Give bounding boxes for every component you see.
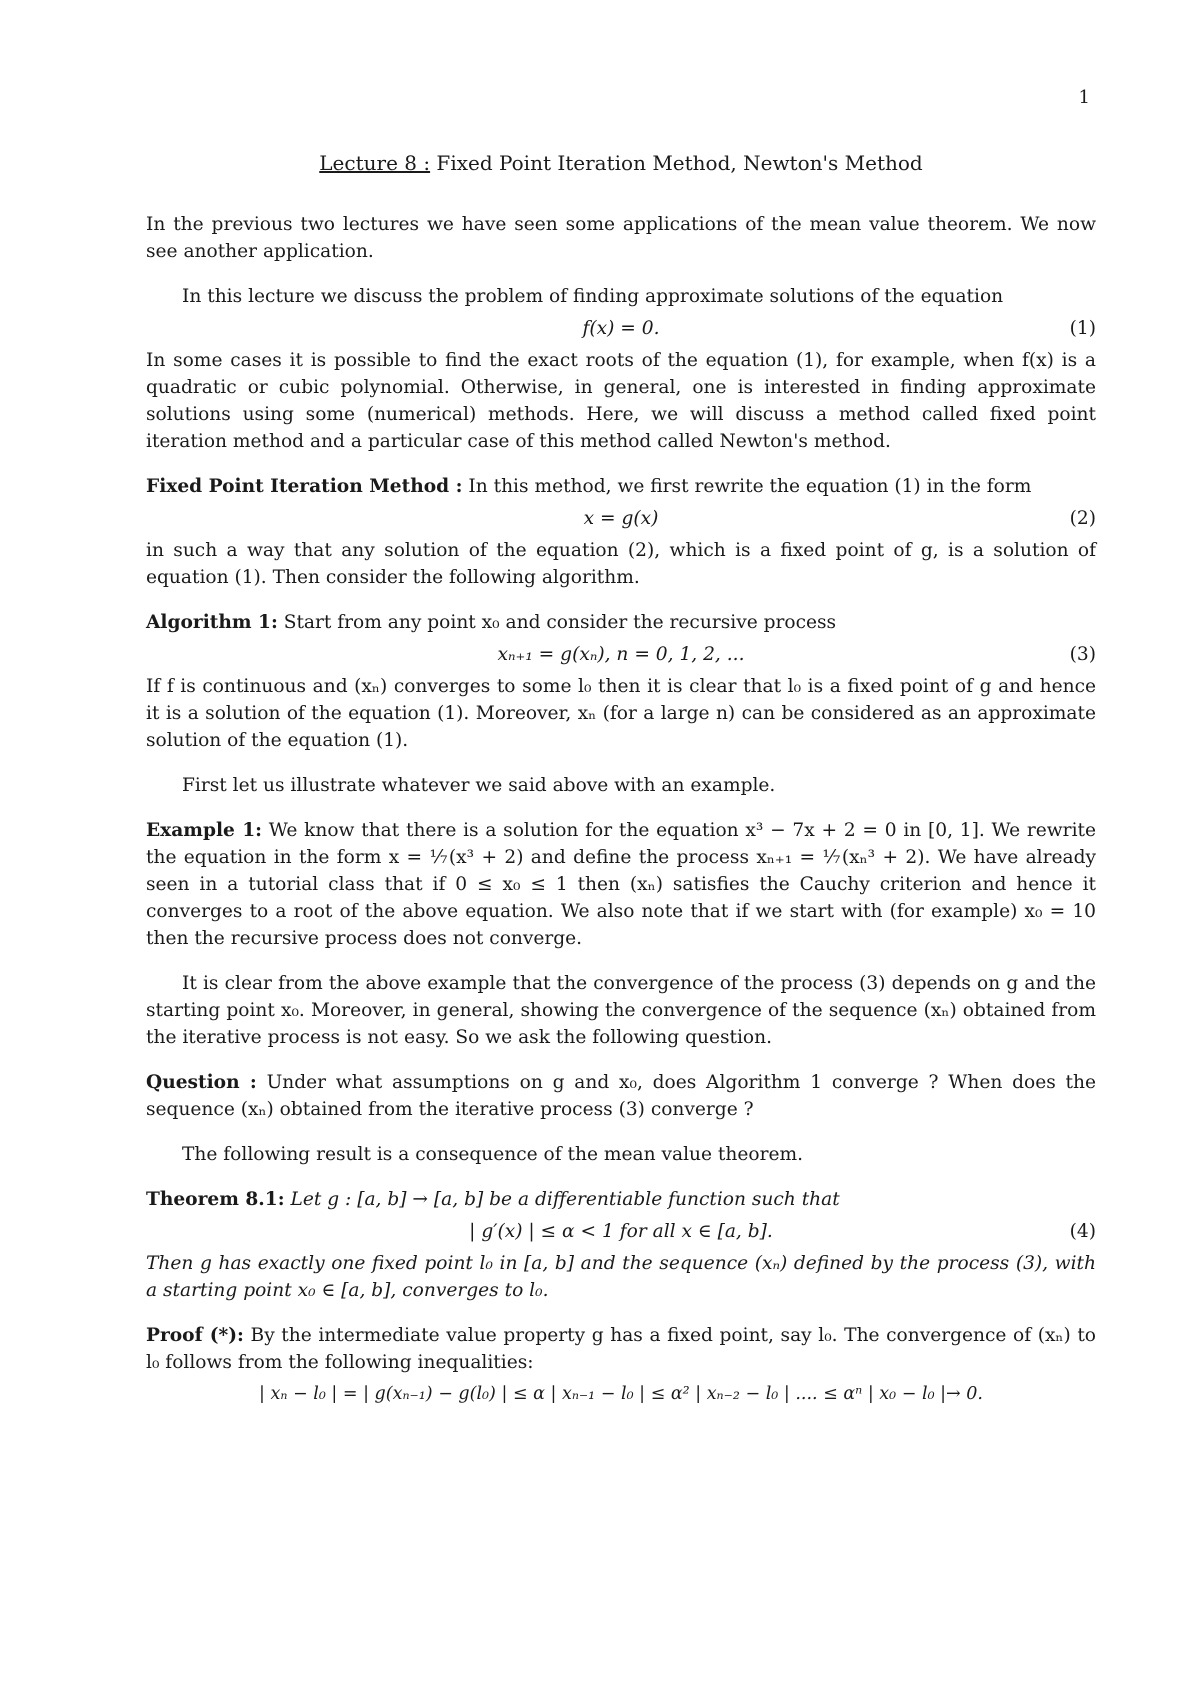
equation-5	[146, 1376, 1096, 1413]
fpi-text: In this method, we first rewrite the equation (1) in the form	[462, 476, 1032, 497]
theorem-text: Let g : [a, b] → [a, b] be a differentiable function such that	[284, 1189, 840, 1210]
theorem-label: Theorem 8.1:	[146, 1189, 285, 1210]
equation-1-text: f(x) = 0.	[582, 318, 660, 339]
equation-3	[146, 636, 1096, 673]
algorithm-paragraph	[146, 609, 1096, 636]
proof-paragraph	[146, 1322, 1096, 1376]
example-paragraph	[146, 817, 1096, 952]
example-label: Example 1:	[146, 820, 262, 841]
continuity-paragraph: If f is continuous and (xₙ) converges to some l₀ then it is clear that l₀ is a fixed point of g and hence it is a solution of the equation (1). Moreover, xₙ (for a large n) can be considered as an approximate solution of the equation (1).	[146, 676, 1096, 751]
equation-4	[146, 1213, 1096, 1250]
page-number: 1	[1078, 87, 1090, 108]
algorithm-label: Algorithm 1:	[146, 612, 278, 633]
equation-2	[146, 500, 1096, 537]
fpi-label: Fixed Point Iteration Method :	[146, 476, 463, 497]
title-lecture: Lecture 8 :	[319, 151, 431, 175]
consequence-paragraph: The following result is a consequence of the mean value theorem.	[182, 1144, 804, 1165]
question-paragraph	[146, 1069, 1096, 1123]
lecture-content	[146, 150, 1096, 1413]
equation-4-number: (4)	[1069, 1221, 1096, 1242]
proof-label: Proof (*):	[146, 1325, 244, 1346]
algorithm-text: Start from any point x₀ and consider the recursive process	[277, 612, 837, 633]
cases-paragraph: In some cases it is possible to find the exact roots of the equation (1), for example, when f(x) is a quadratic or cubic polynomial. Otherwise, in general, one is interested in finding approximate solutions using some (numerical) methods. Here, we will discuss a method called fixed point iteration method and a particular case of this method called Newton's method.	[146, 350, 1096, 452]
equation-2-number: (2)	[1069, 508, 1096, 529]
example-text: We know that there is a solution for the equation x³ − 7x + 2 = 0 in [0, 1]. We rewrite the equation in the form x = ⅐(x³ + 2) and define the process xₙ₊₁ = ⅐(xₙ³ + 2). We have already seen in a tutorial class that if 0 ≤ x₀ ≤ 1 then (xₙ) satisfies the Cauchy criterion and hence it converges to a root of the above equation. We also note that if we start with (for example) x₀ = 10 then the recursive process does not converge.	[146, 820, 1096, 949]
equation-3-number: (3)	[1069, 644, 1096, 665]
equation-3-text: xₙ₊₁ = g(xₙ), n = 0, 1, 2, ...	[497, 644, 745, 665]
theorem-conclusion: Then g has exactly one fixed point l₀ in [a, b] and the sequence (xₙ) defined by the process (3), with a starting point x₀ ∈ [a, b], converges to l₀.	[146, 1253, 1096, 1301]
intro-paragraph: In the previous two lectures we have seen some applications of the mean value theorem. We now see another application.	[146, 214, 1096, 262]
equation-4-text: | g′(x) | ≤ α < 1 for all x ∈ [a, b].	[469, 1221, 773, 1242]
equation-1-number: (1)	[1069, 318, 1096, 339]
equation-5-text: | xₙ − l₀ | = | g(xₙ₋₁) − g(l₀) | ≤ α | xₙ₋₁ − l₀ | ≤ α² | xₙ₋₂ − l₀ | .... ≤ αⁿ | x₀ − l₀ |→ 0.	[259, 1384, 983, 1404]
fpi-paragraph	[146, 473, 1096, 500]
equation-1	[146, 310, 1096, 347]
question-text: Under what assumptions on g and x₀, does Algorithm 1 converge ? When does the sequence (xₙ) obtained from the iterative process (3) converge ?	[146, 1072, 1096, 1120]
theorem-paragraph	[146, 1186, 1096, 1213]
illustrate-paragraph: First let us illustrate whatever we said above with an example.	[182, 775, 776, 796]
page-title	[146, 150, 1096, 177]
fixed-point-paragraph: in such a way that any solution of the equation (2), which is a fixed point of g, is a solution of equation (1). Then consider the following algorithm.	[146, 540, 1096, 588]
equation-2-text: x = g(x)	[583, 508, 659, 529]
convergence-paragraph: It is clear from the above example that the convergence of the process (3) depends on g and the starting point x₀. Moreover, in general, showing the convergence of the sequence (xₙ) obtained from the iterative process is not easy. So we ask the following question.	[146, 973, 1096, 1048]
proof-text: By the intermediate value property g has a fixed point, say l₀. The convergence of (xₙ) to l₀ follows from the following inequalities:	[146, 1325, 1096, 1373]
title-rest: Fixed Point Iteration Method, Newton's Method	[430, 151, 923, 175]
problem-paragraph: In this lecture we discuss the problem of finding approximate solutions of the equation	[182, 286, 1004, 307]
question-label: Question :	[146, 1072, 257, 1093]
